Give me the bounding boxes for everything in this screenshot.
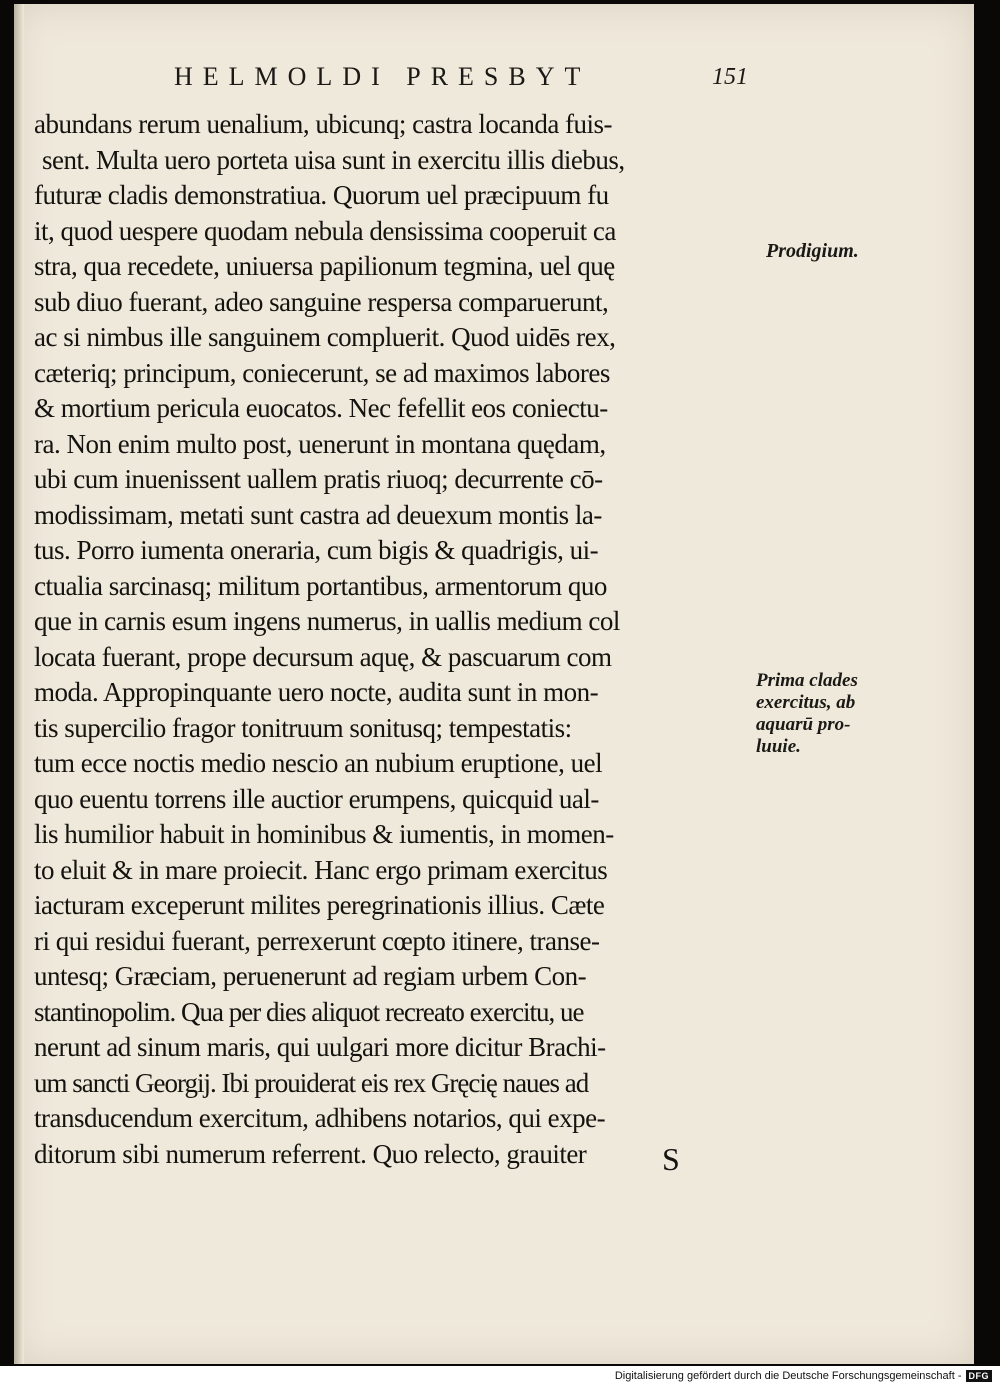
text-line: um sancti Georgij. Ibi prouiderat eis rex Gręcię naues ad xyxy=(34,1067,589,1098)
text-line: abundans rerum uenalium, ubicunq; castra locanda fuis- xyxy=(34,109,613,139)
folio-number: 151 xyxy=(712,64,748,90)
funding-footer xyxy=(615,1370,992,1382)
text-line: lis humilior habuit in hominibus & iumentis, in momen- xyxy=(34,819,614,849)
text-line: stra, qua recedete, uniuersa papilionum tegmina, uel quę xyxy=(34,251,615,281)
margin-note-line: exercitus, ab xyxy=(756,692,856,713)
running-head: HELMOLDI PRESBYT xyxy=(174,62,591,91)
dfg-logo: DFG xyxy=(966,1370,993,1382)
body-text xyxy=(34,107,764,1172)
text-line: it, quod uespere quodam nebula densissima cooperuit ca xyxy=(34,215,616,246)
text-line: untesq; Græciam, peruenerunt ad regiam urbem Con- xyxy=(34,961,587,991)
text-line: nerunt ad sinum maris, qui uulgari more dicitur Brachi- xyxy=(34,1032,606,1062)
text-line: iacturam exceperunt milites peregrinationis illius. Cæte xyxy=(34,890,605,920)
text-line: moda. Appropinquante uero nocte, audita sunt in mon- xyxy=(34,677,599,707)
text-line: sub diuo fuerant, adeo sanguine respersa comparuerunt, xyxy=(34,286,609,317)
text-line: sent. Multa uero porteta uisa sunt in exercitu illis diebus, xyxy=(42,144,625,175)
text-line: futuræ cladis demonstratiua. Quorum uel præcipuum fu xyxy=(34,180,609,210)
text-line: to eluit & in mare proiecit. Hanc ergo primam exercitus xyxy=(34,854,608,885)
text-line: ubi cum inuenissent uallem pratis riuoq; decurrente cō- xyxy=(34,464,603,494)
text-line: & mortium pericula euocatos. Nec fefellit eos coniectu- xyxy=(34,393,608,423)
margin-note-line: aquarū pro- xyxy=(756,714,851,735)
text-line: locata fuerant, prope decursum aquę, & pascuarum com xyxy=(34,641,612,672)
text-line: que in carnis esum ingens numerus, in uallis medium col xyxy=(34,606,620,636)
text-line: ctualia sarcinasq; militum portantibus, armentorum quo xyxy=(34,570,607,601)
text-line: stantinopolim. Qua per dies aliquot recreato exercitu, ue xyxy=(34,996,584,1027)
text-line: ra. Non enim multo post, uenerunt in montana quędam, xyxy=(34,428,606,459)
margin-note-prodigium: Prodigium. xyxy=(766,240,859,262)
text-line: transducendum exercitum, adhibens notarios, qui expe- xyxy=(34,1103,606,1133)
book-page xyxy=(14,4,974,1364)
text-line: quo euentu torrens ille auctior erumpens, quicquid ual- xyxy=(34,783,599,814)
text-line: ac si nimbus ille sanguinem compluerit. Quod uidēs rex, xyxy=(34,322,616,352)
funding-text: Digitalisierung gefördert durch die Deutsche Forschungsgemeinschaft - xyxy=(614,1370,962,1382)
text-line: ditorum sibi numerum referrent. Quo relecto, grauiter xyxy=(34,1138,587,1169)
text-line: cæteriq; principum, coniecerunt, se ad maximos labores xyxy=(34,357,610,388)
text-line: ri qui residui fuerant, perrexerunt cœpto itinere, transe- xyxy=(34,925,600,956)
text-line: tus. Porro iumenta oneraria, cum bigis & quadrigis, ui- xyxy=(34,535,599,565)
text-line: tis supercilio fragor tonitruum sonitusq; tempestatis: xyxy=(34,712,572,743)
catchword: S xyxy=(662,1141,680,1177)
margin-note-line: luuie. xyxy=(756,736,801,757)
margin-note-line: Prima clades xyxy=(756,670,858,691)
text-line: modissimam, metati sunt castra ad deuexum montis la- xyxy=(34,499,602,530)
text-line: tum ecce noctis medio nescio an nubium eruptione, uel xyxy=(34,748,603,778)
margin-note-clades xyxy=(756,670,858,758)
